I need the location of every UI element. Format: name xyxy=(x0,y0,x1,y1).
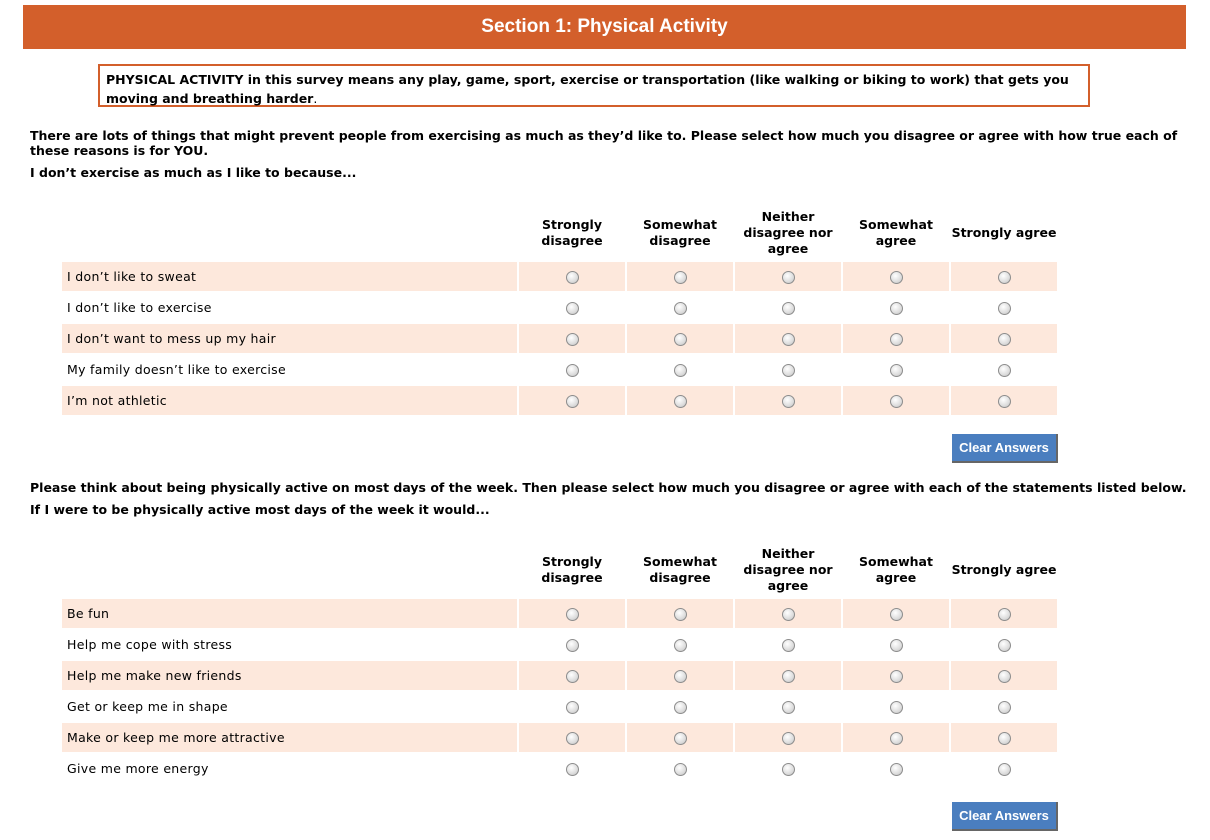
radio-button[interactable] xyxy=(890,608,903,621)
radio-button[interactable] xyxy=(566,763,579,776)
radio-button[interactable] xyxy=(890,395,903,408)
scale-header: Strongly agree xyxy=(951,225,1057,240)
matrix-row xyxy=(62,262,1057,293)
radio-button[interactable] xyxy=(566,364,579,377)
scale-header: Strongly disagree xyxy=(541,217,603,248)
radio-button[interactable] xyxy=(890,763,903,776)
matrix-row xyxy=(62,723,1057,754)
radio-button[interactable] xyxy=(674,701,687,714)
radio-button[interactable] xyxy=(998,763,1011,776)
radio-button[interactable] xyxy=(566,670,579,683)
matrix-row xyxy=(62,293,1057,324)
radio-button[interactable] xyxy=(998,271,1011,284)
q2-stem: If I were to be physically active most days of the week it would... xyxy=(30,502,490,517)
item-label: Be fun xyxy=(62,599,517,630)
radio-button[interactable] xyxy=(782,302,795,315)
matrix-row xyxy=(62,599,1057,630)
q2-intro: Please think about being physically active on most days of the week. Then please select how much you disagree or agree with each of the statements listed below. xyxy=(30,480,1187,495)
item-label: Help me make new friends xyxy=(62,661,517,692)
radio-button[interactable] xyxy=(674,732,687,745)
matrix-row xyxy=(62,324,1057,355)
q1-matrix xyxy=(60,204,1059,417)
scale-header: Neither disagree nor agree xyxy=(743,209,833,256)
definition-text: PHYSICAL ACTIVITY in this survey means any play, game, sport, exercise or transportation (like walking or biking to work) that gets you moving and breathing harder xyxy=(106,72,1069,106)
item-label: I don’t like to sweat xyxy=(62,262,517,293)
q2-matrix xyxy=(60,541,1059,785)
radio-button[interactable] xyxy=(782,732,795,745)
matrix-row xyxy=(62,355,1057,386)
item-label: I’m not athletic xyxy=(62,386,517,417)
scale-header-row xyxy=(62,204,1057,262)
scale-header: Somewhat agree xyxy=(859,217,933,248)
matrix-row xyxy=(62,630,1057,661)
radio-button[interactable] xyxy=(998,701,1011,714)
matrix-row xyxy=(62,661,1057,692)
radio-button[interactable] xyxy=(566,302,579,315)
radio-button[interactable] xyxy=(674,608,687,621)
item-label: Get or keep me in shape xyxy=(62,692,517,723)
scale-header: Somewhat agree xyxy=(859,554,933,585)
matrix-row xyxy=(62,386,1057,417)
radio-button[interactable] xyxy=(782,639,795,652)
scale-header: Somewhat disagree xyxy=(643,554,717,585)
radio-button[interactable] xyxy=(890,302,903,315)
radio-button[interactable] xyxy=(998,302,1011,315)
matrix-row xyxy=(62,692,1057,723)
radio-button[interactable] xyxy=(782,608,795,621)
radio-button[interactable] xyxy=(782,763,795,776)
radio-button[interactable] xyxy=(890,364,903,377)
item-label: I don’t like to exercise xyxy=(62,293,517,324)
radio-button[interactable] xyxy=(674,670,687,683)
scale-header: Neither disagree nor agree xyxy=(743,546,833,593)
radio-button[interactable] xyxy=(782,364,795,377)
section-title: Section 1: Physical Activity xyxy=(23,5,1186,49)
definition-period: . xyxy=(313,91,318,106)
radio-button[interactable] xyxy=(674,302,687,315)
scale-header: Somewhat disagree xyxy=(643,217,717,248)
radio-button[interactable] xyxy=(890,732,903,745)
radio-button[interactable] xyxy=(890,333,903,346)
radio-button[interactable] xyxy=(782,271,795,284)
radio-button[interactable] xyxy=(566,395,579,408)
matrix-row xyxy=(62,754,1057,785)
radio-button[interactable] xyxy=(566,701,579,714)
radio-button[interactable] xyxy=(566,271,579,284)
radio-button[interactable] xyxy=(998,732,1011,745)
scale-header: Strongly agree xyxy=(951,562,1057,577)
radio-button[interactable] xyxy=(566,608,579,621)
radio-button[interactable] xyxy=(998,333,1011,346)
q1-intro: There are lots of things that might prevent people from exercising as much as they’d like to. Please select how much you disagree or agree with how true each of these reasons is for YOU. xyxy=(30,128,1178,158)
item-label: Help me cope with stress xyxy=(62,630,517,661)
q2-clear-answers-button[interactable]: Clear Answers xyxy=(952,802,1058,831)
radio-button[interactable] xyxy=(890,639,903,652)
radio-button[interactable] xyxy=(890,271,903,284)
definition-box xyxy=(98,64,1090,107)
radio-button[interactable] xyxy=(782,333,795,346)
scale-header-row xyxy=(62,541,1057,599)
q1-stem: I don’t exercise as much as I like to because... xyxy=(30,165,357,180)
radio-button[interactable] xyxy=(566,639,579,652)
radio-button[interactable] xyxy=(890,701,903,714)
radio-button[interactable] xyxy=(998,670,1011,683)
radio-button[interactable] xyxy=(674,333,687,346)
radio-button[interactable] xyxy=(782,701,795,714)
radio-button[interactable] xyxy=(998,395,1011,408)
radio-button[interactable] xyxy=(566,732,579,745)
item-label: Give me more energy xyxy=(62,754,517,785)
item-label: I don’t want to mess up my hair xyxy=(62,324,517,355)
q1-clear-answers-button[interactable]: Clear Answers xyxy=(952,434,1058,463)
radio-button[interactable] xyxy=(674,639,687,652)
scale-header: Strongly disagree xyxy=(541,554,603,585)
item-label: My family doesn’t like to exercise xyxy=(62,355,517,386)
radio-button[interactable] xyxy=(782,395,795,408)
radio-button[interactable] xyxy=(566,333,579,346)
radio-button[interactable] xyxy=(674,364,687,377)
radio-button[interactable] xyxy=(674,763,687,776)
radio-button[interactable] xyxy=(674,395,687,408)
item-label: Make or keep me more attractive xyxy=(62,723,517,754)
radio-button[interactable] xyxy=(674,271,687,284)
radio-button[interactable] xyxy=(890,670,903,683)
radio-button[interactable] xyxy=(782,670,795,683)
radio-button[interactable] xyxy=(998,364,1011,377)
radio-button[interactable] xyxy=(998,608,1011,621)
radio-button[interactable] xyxy=(998,639,1011,652)
